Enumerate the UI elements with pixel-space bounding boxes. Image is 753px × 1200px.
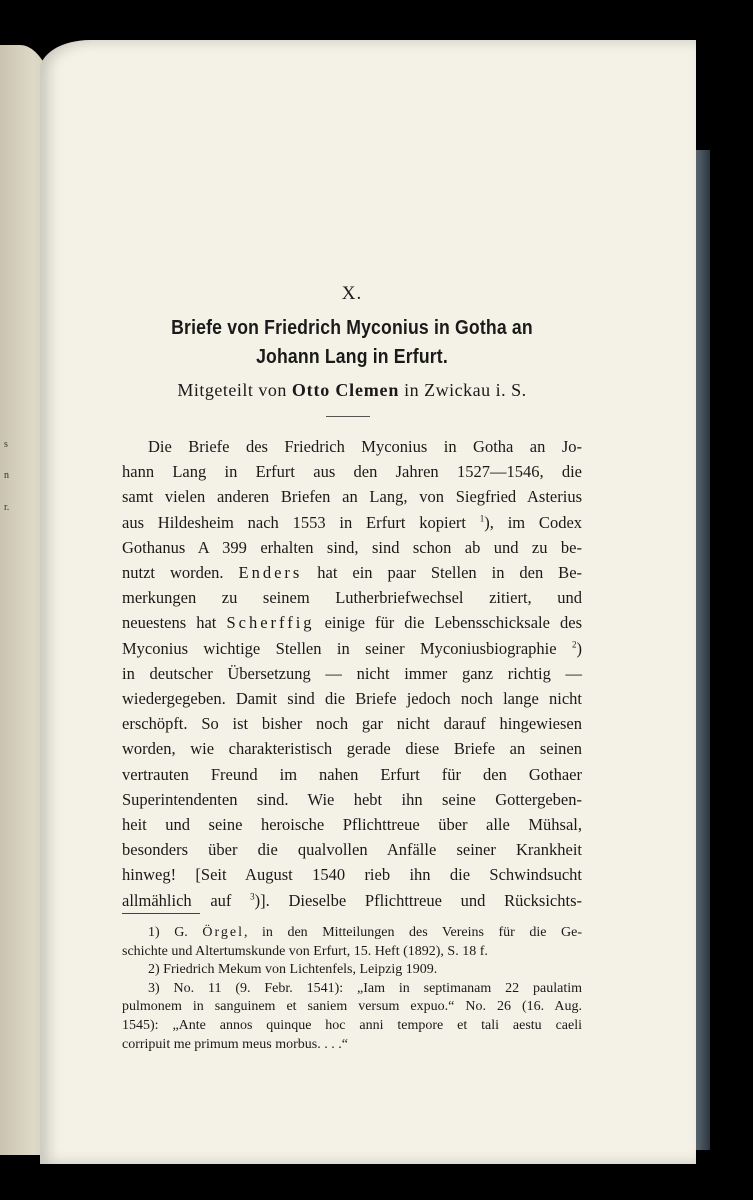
body-line: wiedergegeben. Damit sind die Briefe jedoch noch lange nicht xyxy=(122,689,582,709)
body-line: Gothanus A 399 erhalten sind, sind schon ab und zu be- xyxy=(122,537,582,557)
footnote-fragment: , in den Mitteilungen des Vereins für die Ge- xyxy=(243,925,582,940)
title-line-2: Johann Lang in Erfurt. xyxy=(256,345,448,368)
body-line xyxy=(122,888,582,913)
body-line: Die Briefe des Friedrich Myconius in Gotha an Jo- xyxy=(148,437,582,456)
body-line: merkungen zu seinem Lutherbriefwechsel zitiert, und xyxy=(122,588,582,608)
body-fragment: hat ein paar Stellen in den Be- xyxy=(317,563,583,583)
footnote-fragment: 1) G. xyxy=(148,925,188,940)
body-line: samt vielen anderen Briefen an Lang, von Siegfried Asterius xyxy=(122,487,582,507)
footnote-line: pulmonem in sanguinem et saniem versum expuo.“ No. 26 (16. Aug. xyxy=(122,999,582,1015)
spaced-name: Scherffig xyxy=(226,613,315,633)
body-fragment: )]. Dieselbe Pflichttreue und Rücksichts- xyxy=(254,890,582,910)
body-fragment: nutzt worden. xyxy=(122,563,224,583)
book-page xyxy=(40,40,696,1164)
body-fragment: Myconius wichtige Stellen in seiner Myconiusbiographie xyxy=(122,638,557,658)
body-fragment: ), im Codex xyxy=(484,512,583,532)
title-divider xyxy=(326,416,370,417)
body-line xyxy=(122,636,582,661)
title-line-1: Briefe von Friedrich Myconius in Gotha an xyxy=(171,316,533,339)
body-line: worden, wie charakteristisch gerade diese Briefe an seinen xyxy=(122,739,582,759)
body-text xyxy=(122,434,582,913)
body-line xyxy=(122,510,582,535)
footnote-line: schichte und Altertumskunde von Erfurt, 15. Heft (1892), S. 18 f. xyxy=(122,943,488,959)
body-fragment: ) xyxy=(576,638,583,658)
footnote-line xyxy=(122,924,582,943)
body-line xyxy=(122,560,582,585)
chapter-title xyxy=(146,313,559,371)
spaced-name: Enders xyxy=(238,563,303,583)
body-line: Superintendenten sind. Wie hebt ihn seine Gottergeben- xyxy=(122,789,582,809)
footnotes xyxy=(122,924,582,1054)
footnote-ref: 2 xyxy=(572,639,577,650)
chapter-numeral: X. xyxy=(341,283,363,304)
footnote-divider xyxy=(122,913,200,914)
left-page-mark: s xyxy=(4,439,8,450)
body-line xyxy=(122,610,582,635)
footnote-ref: 3 xyxy=(250,891,255,902)
body-line: hann Lang in Erfurt aus den Jahren 1527—1546, die xyxy=(122,462,582,482)
author-name: Otto Clemen xyxy=(291,380,400,400)
left-page-mark: n xyxy=(4,470,9,481)
body-line: besonders über die qualvollen Anfälle seiner Krankheit xyxy=(122,840,582,860)
body-fragment: allmählich auf xyxy=(122,890,232,910)
body-line: vertrauten Freund im nahen Erfurt für den Gothaer xyxy=(122,764,582,784)
body-fragment: aus Hildesheim nach 1553 in Erfurt kopiert xyxy=(122,512,466,532)
footnote-line: 2) Friedrich Mekum von Lichtenfels, Leipzig 1909. xyxy=(148,962,438,978)
left-page-mark: r. xyxy=(4,502,10,513)
body-line: in deutscher Übersetzung — nicht immer ganz richtig — xyxy=(122,663,582,683)
byline-prefix: Mitgeteilt von xyxy=(177,380,287,400)
footnote-line: 1545): „Ante annos quinque hoc anni tempore et tali aestu caeli xyxy=(122,1017,582,1033)
body-fragment: neuestens hat xyxy=(122,613,217,633)
body-fragment: einige für die Lebensschicksale des xyxy=(324,613,582,633)
footnote-line: 3) No. 11 (9. Febr. 1541): „Iam in septimanam 22 paulatim xyxy=(148,980,582,996)
footnote-ref: 1 xyxy=(479,513,485,524)
byline-suffix: in Zwickau i. S. xyxy=(404,380,527,400)
body-line: erschöpft. So ist bisher noch gar nicht darauf hingewiesen xyxy=(122,714,582,734)
body-line: heit und seine heroische Pflichttreue über alle Mühsal, xyxy=(122,815,582,835)
footnote-line: corripuit me primum meus morbus. . . .“ xyxy=(122,1036,348,1052)
spaced-name: Örgel xyxy=(202,925,244,940)
body-line: hinweg! [Seit August 1540 rieb ihn die Schwindsucht xyxy=(122,865,582,885)
byline xyxy=(112,380,592,401)
